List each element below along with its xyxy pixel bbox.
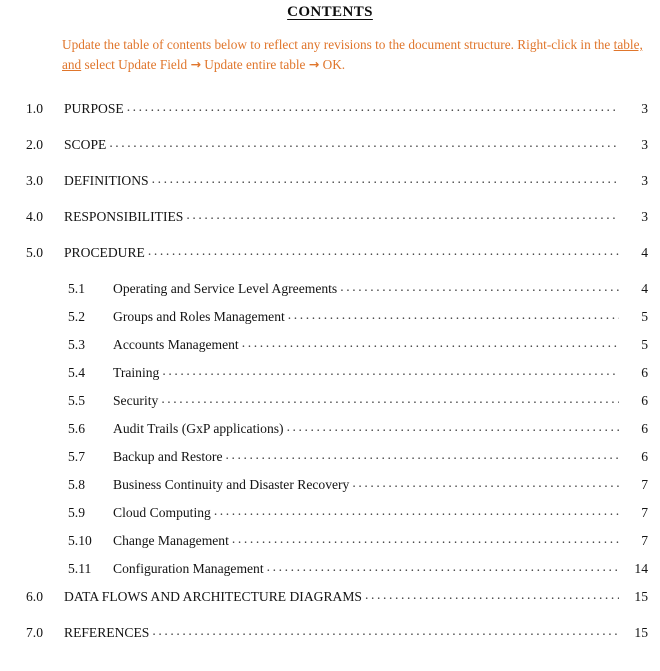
toc-entry-number: 2.0 bbox=[26, 136, 43, 152]
toc-entry-label: REFERENCES bbox=[64, 624, 150, 640]
toc-entry[interactable] bbox=[0, 207, 660, 243]
toc-entry-page-number: 4 bbox=[641, 280, 648, 296]
toc-entry-number: 5.1 bbox=[68, 280, 85, 296]
toc-dot-leader bbox=[352, 475, 619, 489]
right-arrow-icon-2: → bbox=[308, 56, 320, 72]
toc-entry-page-number: 4 bbox=[641, 244, 648, 260]
page-title: CONTENTS bbox=[287, 4, 373, 20]
right-arrow-icon: → bbox=[190, 56, 201, 72]
table-of-contents bbox=[0, 99, 660, 659]
toc-entry-label: DATA FLOWS AND ARCHITECTURE DIAGRAMS bbox=[64, 588, 362, 604]
toc-entry-label: Groups and Roles Management bbox=[113, 308, 285, 324]
toc-entry-label: Configuration Management bbox=[113, 560, 264, 576]
toc-dot-leader bbox=[162, 363, 619, 377]
toc-entry[interactable] bbox=[0, 171, 660, 207]
toc-entry-page-number: 7 bbox=[641, 476, 648, 492]
toc-entry-number: 5.4 bbox=[68, 364, 85, 380]
toc-entry-page-number: 3 bbox=[641, 100, 648, 116]
toc-dot-leader bbox=[186, 207, 619, 221]
toc-entry-number: 5.5 bbox=[68, 392, 85, 408]
toc-dot-leader bbox=[340, 279, 619, 293]
toc-entry[interactable] bbox=[0, 503, 660, 531]
toc-dot-leader bbox=[287, 419, 619, 433]
toc-entry-page-number: 5 bbox=[641, 336, 648, 352]
toc-entry-label: Cloud Computing bbox=[113, 504, 211, 520]
toc-dot-leader bbox=[127, 99, 619, 113]
toc-entry-label: Audit Trails (GxP applications) bbox=[113, 420, 284, 436]
toc-dot-leader bbox=[225, 447, 619, 461]
toc-entry-label: PROCEDURE bbox=[64, 244, 145, 260]
toc-entry-number: 5.3 bbox=[68, 336, 85, 352]
instruction-link-table-and[interactable]: table, and bbox=[62, 37, 643, 72]
toc-entry-page-number: 3 bbox=[641, 172, 648, 188]
toc-dot-leader bbox=[148, 243, 619, 257]
toc-update-instruction bbox=[62, 35, 646, 75]
toc-entry-page-number: 6 bbox=[641, 420, 648, 436]
toc-entry-number: 5.8 bbox=[68, 476, 85, 492]
instruction-text-mid: Update entire table bbox=[200, 57, 309, 72]
toc-entry-number: 5.6 bbox=[68, 420, 85, 436]
toc-entry-number: 5.10 bbox=[68, 532, 92, 548]
toc-entry-label: Operating and Service Level Agreements bbox=[113, 280, 338, 296]
toc-entry-number: 4.0 bbox=[26, 208, 43, 224]
toc-entry[interactable] bbox=[0, 419, 660, 447]
toc-dot-leader bbox=[267, 559, 619, 573]
toc-entry[interactable] bbox=[0, 391, 660, 419]
toc-dot-leader bbox=[152, 623, 619, 637]
toc-entry-label: DEFINITIONS bbox=[64, 172, 149, 188]
toc-entry-page-number: 6 bbox=[641, 364, 648, 380]
toc-entry-label: SCOPE bbox=[64, 136, 107, 152]
toc-entry-page-number: 6 bbox=[641, 392, 648, 408]
toc-dot-leader bbox=[232, 531, 619, 545]
toc-entry-label: RESPONSIBILITIES bbox=[64, 208, 184, 224]
toc-entry-page-number: 5 bbox=[641, 308, 648, 324]
toc-entry[interactable] bbox=[0, 623, 660, 659]
toc-entry[interactable] bbox=[0, 559, 660, 587]
toc-dot-leader bbox=[161, 391, 619, 405]
toc-entry-page-number: 15 bbox=[634, 588, 648, 604]
toc-entry-page-number: 3 bbox=[641, 208, 648, 224]
toc-entry-page-number: 6 bbox=[641, 448, 648, 464]
toc-entry-label: Business Continuity and Disaster Recovery bbox=[113, 476, 350, 492]
toc-entry[interactable] bbox=[0, 307, 660, 335]
toc-entry[interactable] bbox=[0, 531, 660, 559]
instruction-text-end: OK. bbox=[319, 57, 346, 72]
toc-dot-leader bbox=[242, 335, 619, 349]
toc-entry[interactable] bbox=[0, 243, 660, 279]
toc-entry-number: 6.0 bbox=[26, 588, 43, 604]
toc-entry-label: Security bbox=[113, 392, 159, 408]
toc-entry[interactable] bbox=[0, 279, 660, 307]
toc-entry-label: Training bbox=[113, 364, 160, 380]
toc-dot-leader bbox=[288, 307, 619, 321]
toc-entry[interactable] bbox=[0, 475, 660, 503]
toc-entry[interactable] bbox=[0, 335, 660, 363]
toc-entry[interactable] bbox=[0, 363, 660, 391]
toc-entry-page-number: 7 bbox=[641, 504, 648, 520]
toc-dot-leader bbox=[109, 135, 619, 149]
toc-entry-page-number: 14 bbox=[634, 560, 648, 576]
toc-entry-number: 7.0 bbox=[26, 624, 43, 640]
toc-entry-number: 1.0 bbox=[26, 100, 43, 116]
toc-entry-number: 5.11 bbox=[68, 560, 92, 576]
toc-entry-label: Accounts Management bbox=[113, 336, 239, 352]
toc-entry[interactable] bbox=[0, 447, 660, 475]
toc-entry[interactable] bbox=[0, 99, 660, 135]
toc-dot-leader bbox=[365, 587, 619, 601]
toc-entry-label: PURPOSE bbox=[64, 100, 124, 116]
toc-entry-label: Change Management bbox=[113, 532, 229, 548]
toc-dot-leader bbox=[214, 503, 619, 517]
toc-entry[interactable] bbox=[0, 135, 660, 171]
toc-entry-number: 3.0 bbox=[26, 172, 43, 188]
toc-entry-number: 5.2 bbox=[68, 308, 85, 324]
toc-entry-page-number: 3 bbox=[641, 136, 648, 152]
toc-dot-leader bbox=[152, 171, 619, 185]
toc-entry-page-number: 15 bbox=[634, 624, 648, 640]
instruction-text-after-link: select Update Field bbox=[81, 57, 191, 72]
toc-entry-number: 5.9 bbox=[68, 504, 85, 520]
toc-entry-label: Backup and Restore bbox=[113, 448, 223, 464]
toc-entry[interactable] bbox=[0, 587, 660, 623]
instruction-text-before-link: Update the table of contents below to reflect any revisions to the document structure. Right-click in the bbox=[62, 37, 614, 52]
toc-entry-number: 5.7 bbox=[68, 448, 85, 464]
toc-entry-number: 5.0 bbox=[26, 244, 43, 260]
toc-entry-page-number: 7 bbox=[641, 532, 648, 548]
